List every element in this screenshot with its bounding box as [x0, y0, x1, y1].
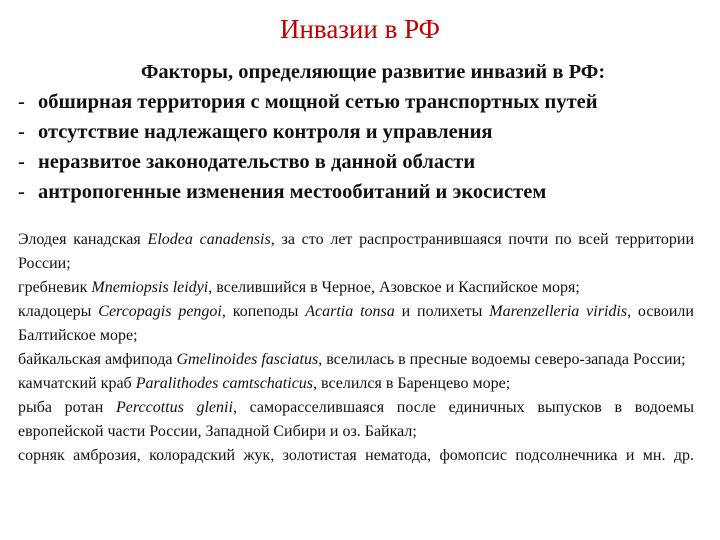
example-text: камчатский краб: [18, 375, 136, 392]
list-dash: -: [18, 121, 25, 143]
example-item: [18, 228, 694, 276]
list-dash: -: [18, 181, 25, 203]
example-item: [18, 372, 694, 396]
example-text: Элодея канадская: [18, 231, 148, 248]
species-latin-name: Elodea canadensis: [147, 231, 271, 248]
species-latin-name: Acartia tonsa: [305, 303, 395, 320]
example-item: [18, 300, 694, 348]
example-text: , освоили Балтийское море;: [18, 303, 694, 344]
species-latin-name: Cercopagis pengoi: [98, 303, 222, 320]
example-text: рыба ротан: [18, 399, 116, 416]
factors-block: [18, 57, 708, 207]
example-text: , вселился в Баренцево море;: [313, 375, 511, 392]
example-item: [18, 396, 694, 444]
example-text: и полихеты: [394, 303, 490, 320]
example-item: [18, 444, 694, 468]
species-latin-name: Perccottus glenii: [115, 399, 233, 416]
example-text: сорняк амброзия, колорадский жук, золотистая нематода, фомопсис подсолнечника и мн. др.: [18, 447, 694, 464]
factor-text: неразвитое законодательство в данной области: [38, 151, 476, 173]
example-text: , копеподы: [221, 303, 306, 320]
list-dash: -: [18, 91, 25, 113]
list-dash: -: [18, 151, 25, 173]
factor-text: отсутствие надлежащего контроля и управления: [38, 121, 493, 143]
example-text: , вселившийся в Черное, Азовское и Каспийское моря;: [208, 279, 580, 296]
species-latin-name: Marenzelleria viridis: [489, 303, 628, 320]
factor-item: [18, 117, 708, 147]
slide-title: Инвазии в РФ: [279, 14, 441, 44]
example-text: , за сто лет распространившаяся почти по всей территории России;: [18, 231, 695, 272]
factor-item: [18, 147, 708, 177]
species-latin-name: Paralithodes camtschaticus: [135, 375, 314, 392]
species-latin-name: Gmelinoides fasciatus: [176, 351, 319, 368]
factor-item: [18, 177, 708, 207]
species-latin-name: Mnemiopsis leidyi: [91, 279, 209, 296]
example-text: , вселилась в пресные водоемы северо-запада России;: [318, 351, 686, 368]
example-text: , саморасселившаяся после единичных выпусков в водоемы европейской части России, Западной Сибири и оз. Байкал;: [18, 399, 695, 440]
example-text: кладоцеры: [18, 303, 99, 320]
example-text: байкальская амфипода: [18, 351, 177, 368]
invasive-species-examples: [18, 228, 694, 468]
factor-text: обширная территория с мощной сетью транспортных путей: [38, 91, 598, 113]
factor-item: [18, 87, 708, 117]
example-item: [18, 276, 694, 300]
example-text: гребневик: [18, 279, 92, 296]
example-item: [18, 348, 694, 372]
factor-text: антропогенные изменения местообитаний и экосистем: [38, 181, 547, 203]
factors-heading: Факторы, определяющие развитие инвазий в РФ:: [140, 61, 606, 83]
